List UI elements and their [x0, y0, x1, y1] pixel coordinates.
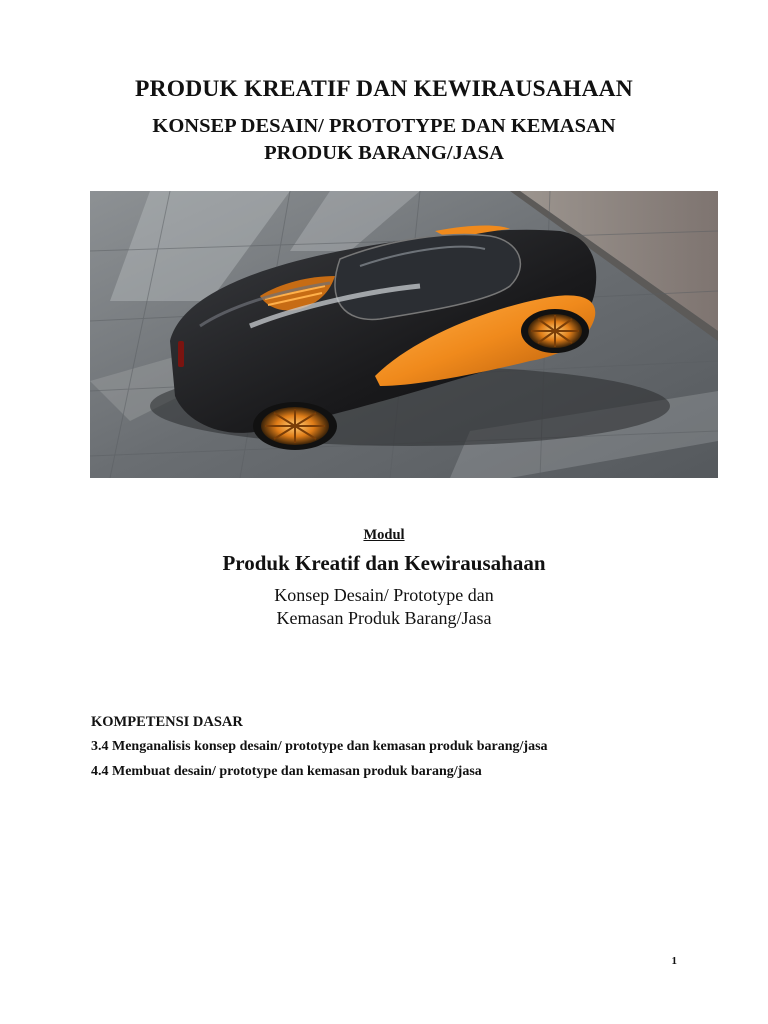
cover-image-sports-car	[90, 191, 718, 478]
page-number: 1	[671, 955, 677, 967]
modul-label: Modul	[363, 527, 405, 543]
kompetensi-item: 4.4 Membuat desain/ prototype dan kemasan produk barang/jasa	[91, 764, 482, 779]
kompetensi-dasar-heading: KOMPETENSI DASAR	[91, 714, 243, 730]
modul-subtitle	[0, 584, 768, 630]
modul-title: Produk Kreatif dan Kewirausahaan	[222, 551, 546, 575]
document-title: PRODUK KREATIF DAN KEWIRAUSAHAAN	[135, 76, 633, 102]
kompetensi-item: 3.4 Menganalisis konsep desain/ prototype dan kemasan produk barang/jasa	[91, 739, 548, 754]
modul-subtitle-line-1: Konsep Desain/ Prototype dan	[274, 585, 494, 605]
document-subtitle	[0, 113, 768, 167]
document-subtitle-line-2: PRODUK BARANG/JASA	[264, 142, 504, 164]
document-subtitle-line-1: KONSEP DESAIN/ PROTOTYPE DAN KEMASAN	[152, 115, 616, 137]
modul-subtitle-line-2: Kemasan Produk Barang/Jasa	[276, 608, 492, 628]
